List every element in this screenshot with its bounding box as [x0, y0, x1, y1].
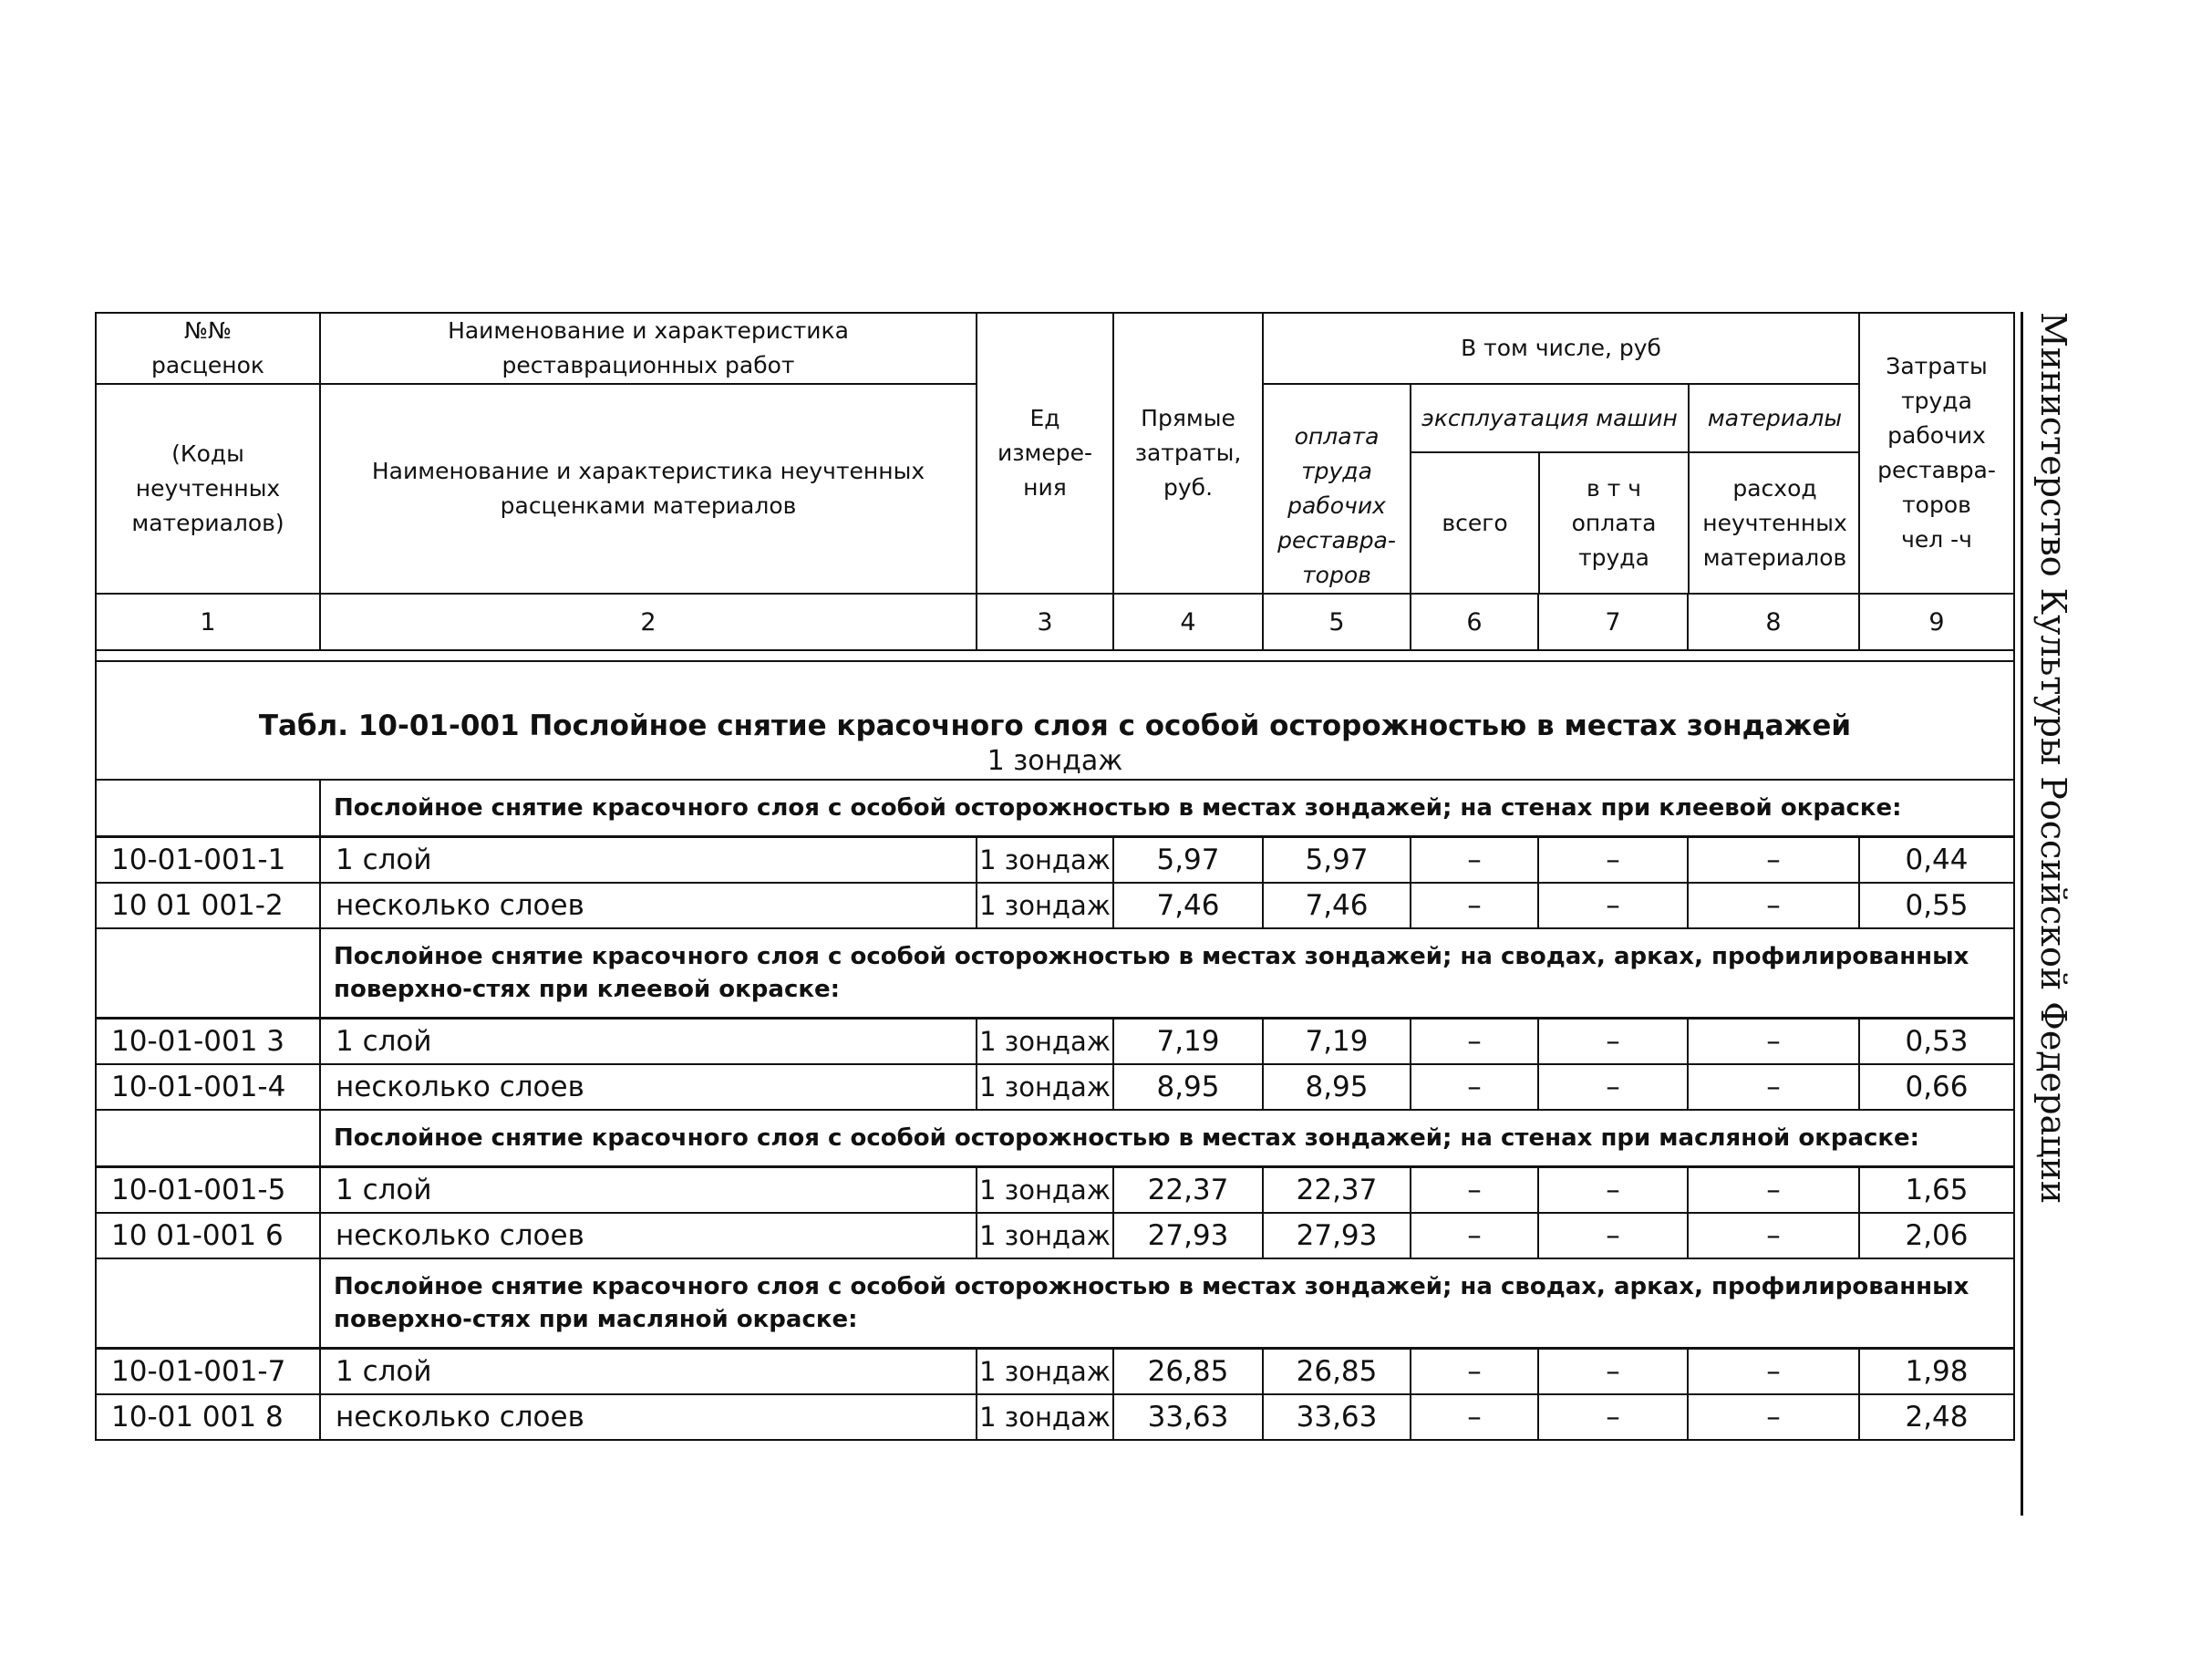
work-name-cell: 1 слой [320, 837, 977, 884]
ministry-side-text: Министерство Культуры Российской Федерации [2033, 312, 2073, 1205]
machines-labor-cell: – [1538, 1019, 1688, 1065]
machines-labor-cell: – [1538, 883, 1688, 928]
machines-labor-cell: – [1538, 1349, 1688, 1395]
header-labor-pay [1263, 384, 1411, 594]
col-number-3: 3 [977, 594, 1113, 650]
direct-cost-cell: 8,95 [1113, 1064, 1263, 1110]
col-number-2: 2 [320, 594, 977, 650]
machines-total-cell: – [1411, 1064, 1538, 1110]
labor-hours-cell: 0,53 [1859, 1019, 2014, 1065]
section-heading-row [96, 1110, 2014, 1167]
labor-pay-cell: 22,37 [1263, 1167, 1411, 1214]
col-number-4: 4 [1113, 594, 1263, 650]
machines-labor-cell: – [1538, 1167, 1688, 1214]
labor-hours-cell: 2,06 [1859, 1213, 2014, 1258]
unit-cell: 1 зондаж [977, 883, 1113, 928]
materials-cell: – [1688, 1167, 1859, 1214]
unit-cell: 1 зондаж [977, 1394, 1113, 1440]
section-heading-row [96, 1258, 2014, 1349]
unit-cell: 1 зондаж [977, 1019, 1113, 1065]
header-machines-labor: в т ч оплата труда [1539, 452, 1689, 593]
section-code-cell [96, 928, 320, 1019]
rates-table-sheet [95, 312, 2013, 1441]
labor-pay-cell: 33,63 [1263, 1394, 1411, 1440]
work-name-cell: несколько слоев [320, 1394, 977, 1440]
table-row [96, 883, 2014, 928]
work-name-cell: несколько слоев [320, 883, 977, 928]
table-title: Табл. 10-01-001 Послойное снятие красочного слоя с особой осторожностью в местах зондажей [258, 709, 1852, 742]
table-row [96, 837, 2014, 884]
work-name-cell: 1 слой [320, 1167, 977, 1214]
rates-table [95, 312, 2015, 1441]
machines-labor-cell: – [1538, 1213, 1688, 1258]
table-body [96, 780, 2014, 1440]
unit-cell: 1 зондаж [977, 1064, 1113, 1110]
materials-cell: – [1688, 1349, 1859, 1395]
direct-cost-cell: 7,19 [1113, 1019, 1263, 1065]
labor-pay-cell: 7,46 [1263, 883, 1411, 928]
header-group-label: В том числе, руб [1263, 313, 1859, 384]
table-unit: 1 зондаж [987, 745, 1123, 777]
rate-code-cell: 10 01 001-2 [96, 883, 320, 928]
header-materials-consumption: расход неучтенных материалов [1702, 474, 1847, 571]
col-number-7: 7 [1538, 594, 1688, 650]
header-direct-cost: Прямые затраты, руб. [1113, 313, 1263, 594]
work-name-cell: 1 слой [320, 1019, 977, 1065]
section-heading: Послойное снятие красочного слоя с особой осторожностью в местах зондажей; на сводах, арках, профилированных поверхно-стях при клеевой окраске: [320, 928, 2014, 1019]
col-number-9: 9 [1859, 594, 2014, 650]
rate-code-cell: 10-01-001-1 [96, 837, 320, 884]
table-row [96, 1394, 2014, 1440]
section-code-cell [96, 1258, 320, 1349]
labor-pay-cell: 27,93 [1263, 1213, 1411, 1258]
materials-cell: – [1688, 883, 1859, 928]
rate-code-cell: 10-01-001-4 [96, 1064, 320, 1110]
header-unit: Ед измере- ния [977, 313, 1113, 594]
header-name-top: Наименование и характеристика реставрационных работ [320, 313, 977, 384]
direct-cost-cell: 33,63 [1113, 1394, 1263, 1440]
col-number-6: 6 [1411, 594, 1538, 650]
work-name-cell: несколько слоев [320, 1064, 977, 1110]
col-number-8: 8 [1688, 594, 1859, 650]
work-name-cell: 1 слой [320, 1349, 977, 1395]
direct-cost-cell: 27,93 [1113, 1213, 1263, 1258]
unit-cell: 1 зондаж [977, 1349, 1113, 1395]
col-number-5: 5 [1263, 594, 1411, 650]
side-margin [2021, 312, 2073, 1516]
labor-hours-cell: 1,65 [1859, 1167, 2014, 1214]
direct-cost-cell: 26,85 [1113, 1349, 1263, 1395]
machines-total-cell: – [1411, 1394, 1538, 1440]
header-code-top: №№ расценок [96, 313, 320, 384]
materials-cell: – [1688, 1213, 1859, 1258]
direct-cost-cell: 5,97 [1113, 837, 1263, 884]
header-machines-total: всего [1411, 452, 1539, 593]
section-heading-row [96, 928, 2014, 1019]
rate-code-cell: 10-01-001 3 [96, 1019, 320, 1065]
labor-hours-cell: 0,55 [1859, 883, 2014, 928]
section-code-cell [96, 780, 320, 837]
rate-code-cell: 10-01 001 8 [96, 1394, 320, 1440]
unit-cell: 1 зондаж [977, 1167, 1113, 1214]
machines-total-cell: – [1411, 1019, 1538, 1065]
header-name-bottom: Наименование и характеристика неучтенных расценками материалов [320, 384, 977, 594]
labor-hours-cell: 2,48 [1859, 1394, 2014, 1440]
section-code-cell [96, 1110, 320, 1167]
materials-cell: – [1688, 837, 1859, 884]
machines-total-cell: – [1411, 883, 1538, 928]
machines-total-cell: – [1411, 1349, 1538, 1395]
machines-labor-cell: – [1538, 1064, 1688, 1110]
machines-labor-cell: – [1538, 1394, 1688, 1440]
machines-total-cell: – [1411, 837, 1538, 884]
labor-pay-cell: 7,19 [1263, 1019, 1411, 1065]
header-code-bottom: (Коды неучтенных материалов) [96, 384, 320, 594]
machines-labor-cell: – [1538, 837, 1688, 884]
labor-pay-cell: 26,85 [1263, 1349, 1411, 1395]
direct-cost-cell: 7,46 [1113, 883, 1263, 928]
side-rule [2021, 312, 2023, 1516]
table-row [96, 1167, 2014, 1214]
header-labor-hours: Затраты труда рабочих реставра- торов чел -ч [1859, 313, 2014, 594]
table-row [96, 1349, 2014, 1395]
section-heading: Послойное снятие красочного слоя с особой осторожностью в местах зондажей; на стенах при клеевой окраске: [320, 780, 2014, 837]
rate-code-cell: 10-01-001-7 [96, 1349, 320, 1395]
header-materials: материалы [1689, 385, 1860, 452]
labor-hours-cell: 1,98 [1859, 1349, 2014, 1395]
unit-cell: 1 зондаж [977, 1213, 1113, 1258]
unit-cell: 1 зондаж [977, 837, 1113, 884]
header-subgroups [1411, 384, 1859, 594]
direct-cost-cell: 22,37 [1113, 1167, 1263, 1214]
header-machines: эксплуатация машин [1411, 385, 1689, 452]
machines-total-cell: – [1411, 1167, 1538, 1214]
labor-pay-cell: 5,97 [1263, 837, 1411, 884]
materials-cell: – [1688, 1019, 1859, 1065]
materials-cell: – [1688, 1064, 1859, 1110]
materials-cell: – [1688, 1394, 1859, 1440]
labor-pay-cell: 8,95 [1263, 1064, 1411, 1110]
table-row [96, 1019, 2014, 1065]
header-labor-pay-text: оплата труда рабочих реставра- торов [1277, 423, 1396, 588]
section-heading: Послойное снятие красочного слоя с особой осторожностью в местах зондажей; на сводах, арках, профилированных поверхно-стях при масляной окраске: [320, 1258, 2014, 1349]
table-row [96, 1213, 2014, 1258]
labor-hours-cell: 0,44 [1859, 837, 2014, 884]
machines-total-cell: – [1411, 1213, 1538, 1258]
rate-code-cell: 10-01-001-5 [96, 1167, 320, 1214]
rate-code-cell: 10 01-001 6 [96, 1213, 320, 1258]
header-separator [96, 650, 2014, 661]
labor-hours-cell: 0,66 [1859, 1064, 2014, 1110]
work-name-cell: несколько слоев [320, 1213, 977, 1258]
section-heading-row [96, 780, 2014, 837]
section-heading: Послойное снятие красочного слоя с особой осторожностью в местах зондажей; на стенах при масляной окраске: [320, 1110, 2014, 1167]
col-number-1: 1 [96, 594, 320, 650]
table-row [96, 1064, 2014, 1110]
table-title-cell [96, 661, 2014, 780]
